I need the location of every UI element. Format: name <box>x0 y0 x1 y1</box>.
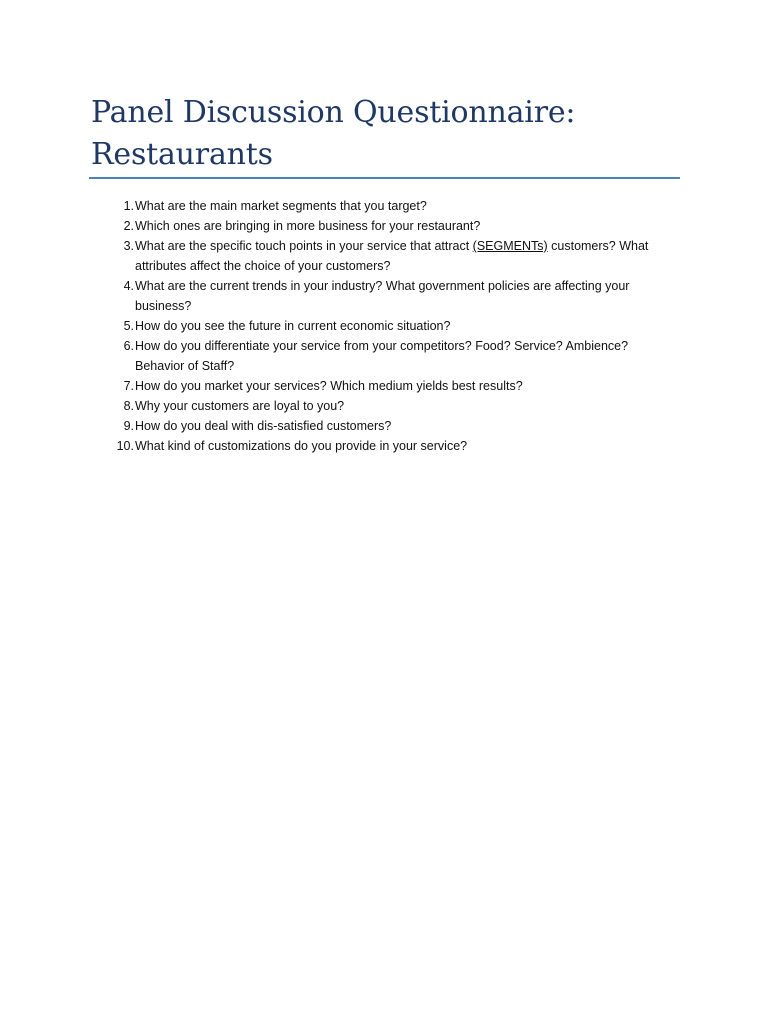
question-number: 3. <box>123 239 134 253</box>
list-item <box>98 196 668 216</box>
list-item <box>98 396 668 416</box>
list-item <box>98 216 668 236</box>
segments-underlined-text: (SEGMENTs) <box>472 239 548 253</box>
question-line: Which ones are bringing in more business for your restaurant? <box>135 219 481 233</box>
question-segment: What are the specific touch points in your service that attract <box>135 239 473 253</box>
list-item <box>98 416 668 436</box>
question-line <box>135 236 668 256</box>
question-text <box>135 416 668 436</box>
list-item <box>98 336 668 376</box>
question-segment: customers? What <box>547 239 649 253</box>
question-number: 8. <box>123 399 134 413</box>
question-text <box>135 336 668 376</box>
question-text <box>135 216 668 236</box>
title-line-2: Restaurants <box>91 137 273 172</box>
question-line: How do you deal with dis-satisfied customers? <box>135 419 392 433</box>
list-item <box>98 376 668 396</box>
list-item <box>98 436 668 456</box>
question-number: 6. <box>123 339 134 353</box>
question-line: business? <box>135 299 192 313</box>
list-item <box>98 276 668 316</box>
question-number: 1. <box>123 199 134 213</box>
question-text <box>135 316 668 336</box>
question-number: 7. <box>123 379 134 393</box>
question-number: 4. <box>123 279 134 293</box>
list-item <box>98 316 668 336</box>
question-line: How do you differentiate your service from your competitors? Food? Service? Ambience? <box>135 339 629 353</box>
question-text <box>135 376 668 396</box>
question-number: 5. <box>123 319 134 333</box>
question-text <box>135 276 668 316</box>
title-divider <box>89 177 680 179</box>
question-text <box>135 396 668 416</box>
question-line: What are the current trends in your industry? What government policies are affecting your <box>135 279 630 293</box>
question-number: 2. <box>123 219 134 233</box>
question-line: Behavior of Staff? <box>135 359 235 373</box>
question-line: What kind of customizations do you provide in your service? <box>135 439 468 453</box>
question-text <box>135 196 668 216</box>
title-block <box>91 92 681 176</box>
question-number: 10. <box>116 439 134 453</box>
question-text <box>135 436 668 456</box>
question-line: How do you market your services? Which medium yields best results? <box>135 379 523 393</box>
title-line-1: Panel Discussion Questionnaire: <box>91 95 576 130</box>
list-item <box>98 236 668 276</box>
question-text <box>135 236 668 276</box>
question-line: How do you see the future in current economic situation? <box>135 319 451 333</box>
question-line: What are the main market segments that you target? <box>135 199 427 213</box>
question-list <box>98 196 668 456</box>
question-number: 9. <box>123 419 134 433</box>
question-line: attributes affect the choice of your customers? <box>135 259 391 273</box>
question-line: Why your customers are loyal to you? <box>135 399 345 413</box>
page-title <box>91 92 681 176</box>
